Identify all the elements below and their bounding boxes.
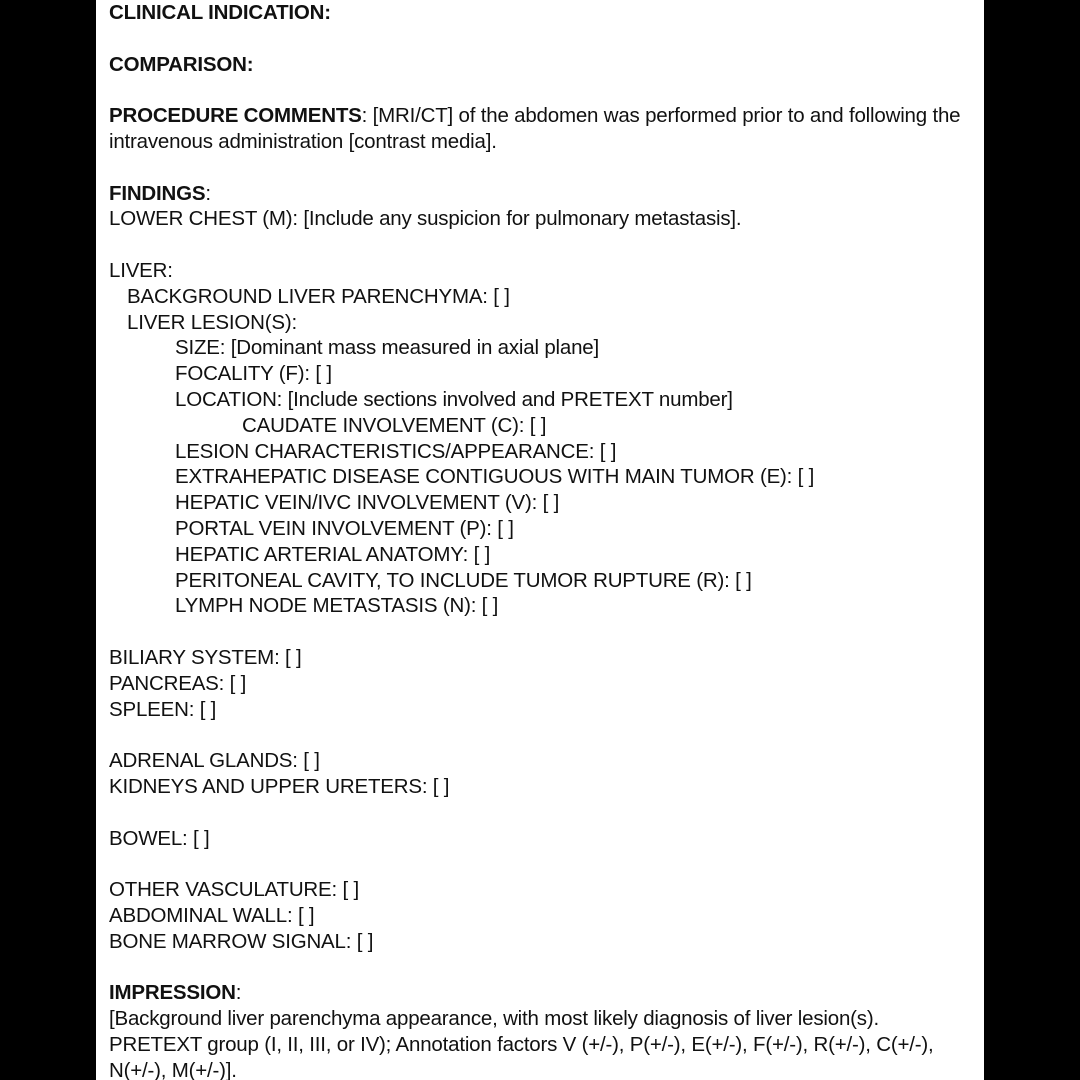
other-vasculature: OTHER VASCULATURE: [ ] [109,878,359,902]
liver-heading: LIVER: [109,258,173,282]
findings-heading: FINDINGS [109,181,206,205]
peritoneal-cavity: PERITONEAL CAVITY, TO INCLUDE TUMOR RUPTURE (R): [ ] [175,568,752,592]
bone-marrow-signal: BONE MARROW SIGNAL: [ ] [109,929,374,953]
lesion-location: LOCATION: [Include sections involved and PRETEXT number] [175,387,733,411]
impression-colon: : [235,981,242,1005]
liver-lesions-heading: LIVER LESION(S): [127,310,297,334]
procedure-comments [109,103,969,155]
impression-heading: IMPRESSION [109,981,236,1005]
kidneys-upper-ureters: KIDNEYS AND UPPER URETERS: [ ] [109,774,450,798]
impression-text: [Background liver parenchyma appearance, with most likely diagnosis of liver lesion(s). PRETEXT group (I, II, III, or IV); Annotation factors V (+/-), P(+/-), E(+/-), F(+/-), R(+/-), C(+/-), N(+/-), M(+/-)]. [109,1007,934,1080]
clinical-indication-heading: CLINICAL INDICATION: [109,1,331,24]
lesion-focality: FOCALITY (F): [ ] [175,362,332,386]
lymph-node-metastasis: LYMPH NODE METASTASIS (N): [ ] [175,594,499,618]
procedure-comments-text: : [MRI/CT] of the abdomen was performed prior to and following the intravenous administration [contrast media]. [109,104,961,153]
procedure-comments-heading: PROCEDURE COMMENTS [109,104,362,128]
abdominal-wall: ABDOMINAL WALL: [ ] [109,903,315,927]
spleen: SPLEEN: [ ] [109,697,217,721]
background-liver-parenchyma: BACKGROUND LIVER PARENCHYMA: [ ] [127,284,510,308]
lower-chest: LOWER CHEST (M): [Include any suspicion for pulmonary metastasis]. [109,207,742,231]
report-page [96,0,984,1080]
findings-heading-line [109,181,969,207]
report-content [109,0,969,1080]
extrahepatic-disease: EXTRAHEPATIC DISEASE CONTIGUOUS WITH MAIN TUMOR (E): [ ] [175,465,815,489]
hepatic-arterial-anatomy: HEPATIC ARTERIAL ANATOMY: [ ] [175,542,491,566]
bowel: BOWEL: [ ] [109,826,210,850]
portal-vein-involvement: PORTAL VEIN INVOLVEMENT (P): [ ] [175,516,514,540]
hepatic-vein-involvement: HEPATIC VEIN/IVC INVOLVEMENT (V): [ ] [175,491,560,515]
findings-colon: : [205,181,211,205]
comparison-heading: COMPARISON: [109,52,254,76]
impression-heading-line [109,980,969,1006]
pancreas: PANCREAS: [ ] [109,671,247,695]
lesion-characteristics: LESION CHARACTERISTICS/APPEARANCE: [ ] [175,439,617,463]
biliary-system: BILIARY SYSTEM: [ ] [109,645,302,669]
caudate-involvement: CAUDATE INVOLVEMENT (C): [ ] [242,413,547,437]
adrenal-glands: ADRENAL GLANDS: [ ] [109,749,320,773]
lesion-size: SIZE: [Dominant mass measured in axial plane] [175,336,599,360]
